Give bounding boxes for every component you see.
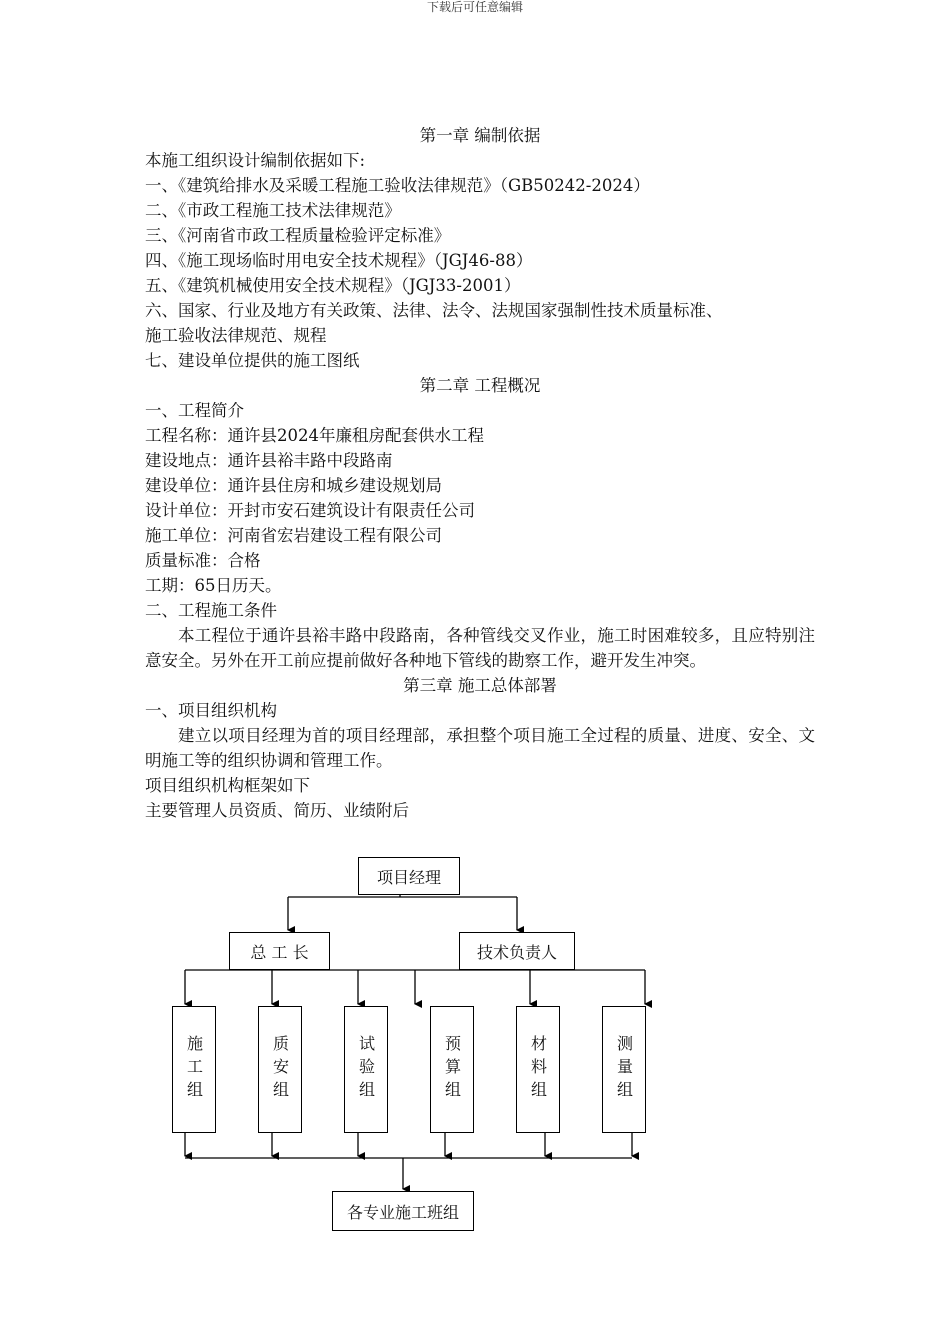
org-box-label: 项目经理 [376, 867, 441, 887]
project-info-line: 设计单位：开封市安石建筑设计有限责任公司 [145, 501, 475, 520]
org-box-label: 测量组 [614, 1035, 634, 1104]
chapter-2-title: 第二章 工程概况 [419, 376, 541, 395]
org-box-label: 预算组 [442, 1035, 462, 1104]
basis-item: 三、《河南省市政工程质量检验评定标准》 [145, 226, 451, 245]
chart-intro-line: 主要管理人员资质、简历、业绩附后 [145, 801, 409, 820]
basis-item: 七、建设单位提供的施工图纸 [145, 351, 360, 370]
org-box-label: 试验组 [356, 1035, 376, 1104]
project-info-line: 建设单位：通许县住房和城乡建设规划局 [145, 476, 442, 495]
project-info-line: 质量标准：合格 [145, 551, 261, 570]
org-box-project-manager [358, 857, 460, 895]
basis-item: 五、《建筑机械使用安全技术规程》（JGJ33-2001） [145, 276, 521, 295]
section-heading: 一、工程简介 [145, 401, 244, 420]
chapter-3-title: 第三章 施工总体部署 [403, 676, 557, 695]
org-box-label: 总 工 长 [250, 942, 309, 962]
basis-item: 四、《施工现场临时用电安全技术规程》（JGJ46-88） [145, 251, 533, 270]
organization-paragraph: 建立以项目经理为首的项目经理部，承担整个项目施工全过程的质量、进度、安全、文明施工等的组织协调和管理工作。 [145, 726, 815, 770]
basis-item: 施工验收法律规范、规程 [145, 326, 327, 345]
section-heading: 二、工程施工条件 [145, 601, 277, 620]
org-box-testing-group [344, 1006, 388, 1133]
basis-item: 一、《建筑给排水及采暖工程施工验收法律规范》（GB50242-2024） [145, 176, 650, 195]
org-box-label: 施工组 [184, 1035, 204, 1104]
chart-intro-line: 项目组织机构框架如下 [145, 776, 310, 795]
org-box-label: 技术负责人 [476, 942, 557, 962]
org-box-construction-group [172, 1006, 216, 1133]
org-box-label: 材料组 [528, 1035, 548, 1104]
project-info-line: 建设地点：通许县裕丰路中段路南 [145, 451, 393, 470]
conditions-paragraph: 本工程位于通许县裕丰路中段路南，各种管线交叉作业，施工时困难较多，且应特别注意安全。另外在开工前应提前做好各种地下管线的勘察工作，避开发生冲突。 [145, 626, 815, 670]
org-box-budget-group [430, 1006, 474, 1133]
basis-item: 六、国家、行业及地方有关政策、法律、法令、法规国家强制性技术质量标准、 [145, 301, 723, 320]
section-heading: 一、项目组织机构 [145, 701, 277, 720]
project-info-line: 施工单位：河南省宏岩建设工程有限公司 [145, 526, 442, 545]
project-info-line: 工程名称：通许县2024年廉租房配套供水工程 [145, 426, 484, 445]
org-box-survey-group [602, 1006, 646, 1133]
basis-item: 二、《市政工程施工技术法律规范》 [145, 201, 401, 220]
org-box-technical-lead [459, 932, 575, 970]
org-box-general-foreman [229, 932, 330, 970]
chapter-1-intro: 本施工组织设计编制依据如下: [145, 151, 366, 170]
page-header-note: 下载后可任意编辑 [426, 0, 523, 14]
chapter-1-title: 第一章 编制依据 [419, 126, 541, 145]
project-info-line: 工期：65日历天。 [145, 576, 282, 595]
org-box-label: 各专业施工班组 [346, 1202, 459, 1222]
org-box-trade-crews [332, 1191, 474, 1231]
org-box-materials-group [516, 1006, 560, 1133]
org-box-label: 质安组 [270, 1035, 290, 1104]
org-box-quality-safety-group [258, 1006, 302, 1133]
